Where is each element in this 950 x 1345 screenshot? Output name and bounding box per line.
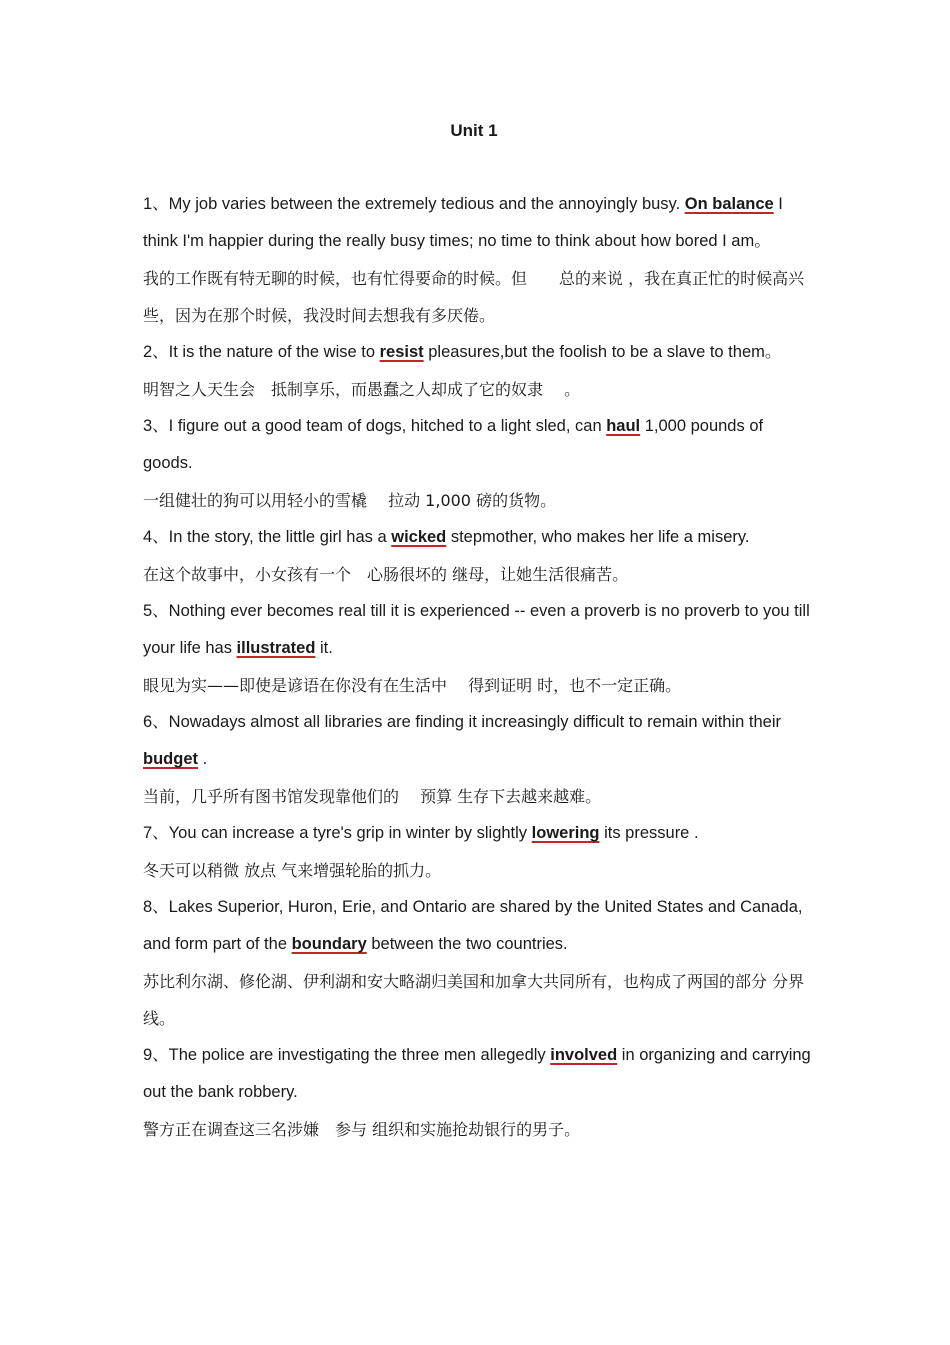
english-sentence: 7、You can increase a tyre's grip in winter by slightly lowering its pressure . bbox=[143, 824, 699, 842]
keyword: lowering bbox=[531, 824, 600, 842]
exercise-item-4 bbox=[143, 519, 811, 593]
exercise-item-6 bbox=[143, 704, 811, 815]
english-sentence: 4、In the story, the little girl has a wicked stepmother, who makes her life a misery. bbox=[143, 528, 750, 546]
exercise-list bbox=[143, 186, 811, 1148]
chinese-translation: 眼见为实——即使是谚语在你没有在生活中 得到证明 时，也不一定正确。 bbox=[143, 676, 682, 695]
exercise-item-5 bbox=[143, 593, 811, 704]
english-sentence: 2、It is the nature of the wise to resist pleasures,but the foolish to be a slave to them。 bbox=[143, 343, 782, 361]
exercise-item-9 bbox=[143, 1037, 811, 1148]
chinese-translation: 我的工作既有特无聊的时候，也有忙得要命的时候。但 总的来说 ，我在真正忙的时候高兴些，因为在那个时候，我没时间去想我有多厌倦。 bbox=[143, 269, 805, 325]
keyword: wicked bbox=[391, 528, 447, 546]
english-sentence: 5、Nothing ever becomes real till it is experienced -- even a proverb is no proverb to you till your life has illustrated it. bbox=[143, 602, 810, 657]
keyword: boundary bbox=[291, 935, 367, 953]
exercise-item-8 bbox=[143, 889, 811, 1037]
chinese-translation: 明智之人天生会 抵制享乐，而愚蠢之人却成了它的奴隶 。 bbox=[143, 380, 581, 399]
keyword: involved bbox=[550, 1046, 618, 1064]
exercise-item-2 bbox=[143, 334, 811, 408]
english-sentence: 3、I figure out a good team of dogs, hitched to a light sled, can haul 1,000 pounds of goods. bbox=[143, 417, 764, 472]
exercise-item-7 bbox=[143, 815, 811, 889]
chinese-translation: 警方正在调查这三名涉嫌 参与 组织和实施抢劫银行的男子。 bbox=[143, 1120, 581, 1139]
keyword: budget bbox=[143, 750, 198, 768]
chinese-translation: 在这个故事中，小女孩有一个 心肠很坏的 继母，让她生活很痛苦。 bbox=[143, 565, 629, 584]
unit-title: Unit 1 bbox=[450, 121, 498, 140]
chinese-translation: 一组健壮的狗可以用轻小的雪橇 拉动 1,000 磅的货物。 bbox=[143, 491, 557, 510]
exercise-item-1 bbox=[143, 186, 811, 334]
keyword: haul bbox=[606, 417, 641, 435]
keyword: On balance bbox=[684, 195, 774, 213]
chinese-translation: 冬天可以稍微 放点 气来增强轮胎的抓力。 bbox=[143, 861, 442, 880]
english-sentence: 8、Lakes Superior, Huron, Erie, and Ontario are shared by the United States and Canada, and form part of the boundary between the two countries. bbox=[143, 898, 803, 953]
english-sentence: 6、Nowadays almost all libraries are finding it increasingly difficult to remain within their budget . bbox=[143, 713, 781, 768]
chinese-translation: 当前，几乎所有图书馆发现靠他们的 预算 生存下去越来越难。 bbox=[143, 787, 602, 806]
english-sentence: 1、My job varies between the extremely tedious and the annoyingly busy. On balance I think I'm happier during the really busy times; no time to think about how bored I am。 bbox=[143, 195, 783, 250]
keyword: resist bbox=[379, 343, 424, 361]
exercise-item-3 bbox=[143, 408, 811, 519]
english-sentence: 9、The police are investigating the three men allegedly involved in organizing and carrying out the bank robbery. bbox=[143, 1046, 811, 1101]
chinese-translation: 苏比利尔湖、修伦湖、伊利湖和安大略湖归美国和加拿大共同所有，也构成了两国的部分 分界线。 bbox=[143, 972, 805, 1028]
keyword: illustrated bbox=[236, 639, 316, 657]
